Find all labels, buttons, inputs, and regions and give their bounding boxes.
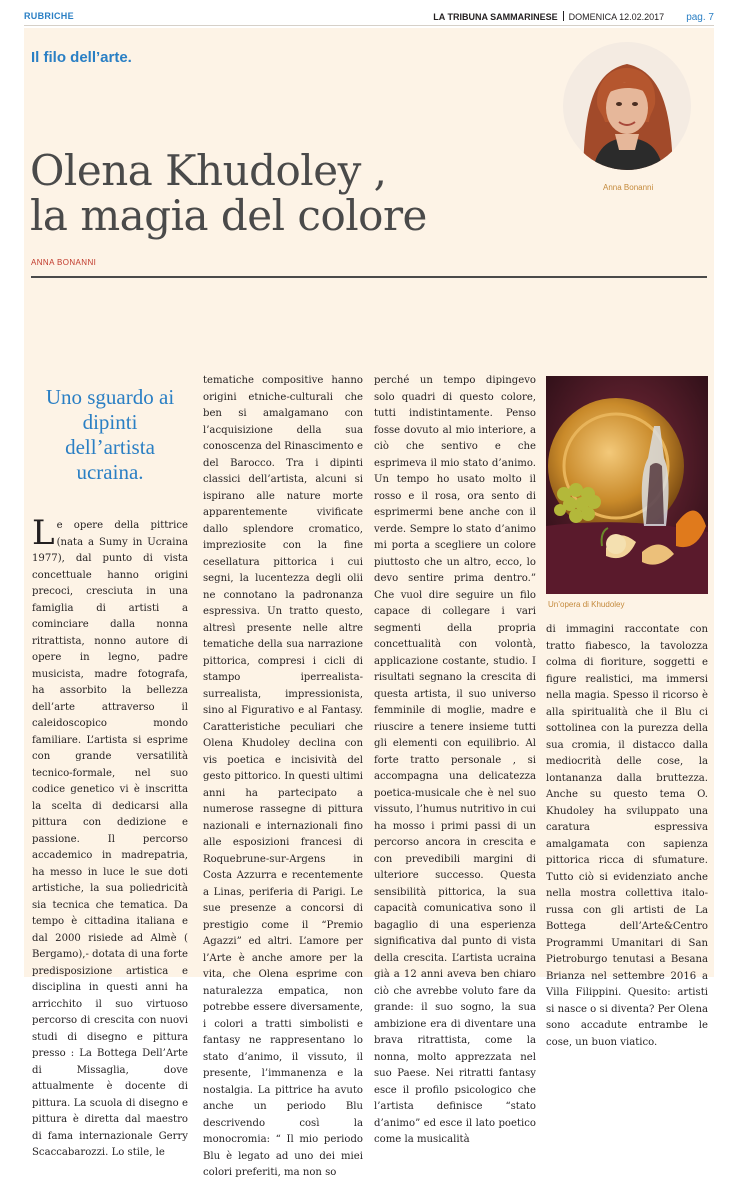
author-portrait [563,42,691,170]
header-divider [24,25,714,26]
column-1-text: e opere della pittrice (nata a Sumy in Ucraina 1977), dal punto di vista concettuale hanno origini precoci, cresciuta in una famiglia di artisti a cominciare dalla nonna ritrattista, nonno autore di opere in legno, padre musicista, madre fotografa, ha assorbito la bellezza dell’arte attraverso il caleidoscopico mondo familiare. L’artista si esprime con grande versatilità tecnico-formale, nel suo codice genetico vi è inscritta la scelta di dedicarsi alla pittura con dedizione e passione. Il percorso accademico in madrepatria, ha messo in luce le sue doti artistiche, la sua poliedricità sia tecnica che tematica. Da tempo è cittadina italiana e dal 2000 risiede ad Almè ( Bergamo),- dotata di una forte predisposizione artistica e disciplina in questi anni ha arricchito il suo virtuoso percorso di crescita con nuovi studi di disegno e pittura presso : La Bottega Dell’Arte di Missaglia, dove attualmente è docente di pittura. La scuola di disegno e pittura è diretta dal maestro di fama internazionale Gerry Scaccabarozzi. Lo stile, le [32,520,188,1158]
painting-image [546,376,708,594]
section-label: RUBRICHE [24,11,74,21]
article-column-2: tematiche compositive hanno origini etniche-culturali che ben si amalgamano con l’acquisizione della sua conoscenza del Rinascimento e del Barocco. Tra i dipinti classici dell’artista, alcuni si ispirano alle nature morte apparentemente vivificate dallo splendore cromatico, impreziosite con la fine cesellatura pittorica i cui segni, la lucentezza degli olii ne connotano la padronanza espressiva. Un tratto questo, altresì presente nelle altre tematiche della sua narrazione pittorica, compresi i cicli di stampo iperrealista-surrealista, impressionista, sino al Figurativo e al Fantasy. Caratteristiche peculiari che Olena Khudoley declina con vis poetica e incisività del gesto pittorico. In questi ultimi anni ha partecipato a numerose rassegne di pittura nazionali e internazionali fino alle esposizioni francesi di Roquebrune-sur-Argens in Costa Azzurra e recentemente a Linas, periferia di Parigi. Le sue presenze a concorsi di prestigio come il “Premio Agazzi” ed altri. L’amore per l’Arte è anche amore per la vita, che Olena esprime con naturalezza empatica, non potrebbe essere diversamente, i colori a tratti simbolisti e fantasy ne rappresentano lo stato d’animo, il vissuto, il presente, l’immanenza e la nostalgia. La pittrice ha avuto anche un periodo Blu descrivendo così la monocromia: “ Il mio periodo Blu è legato ad uno dei miei colori preferiti, ma non so [203,375,363,1178]
headline-line-2: la magia del colore [30,191,427,240]
headline [30,148,427,238]
article-column-1 [32,513,188,1162]
headline-rule [31,276,707,278]
portrait-caption: Anna Bonanni [603,183,654,192]
article-column-3: perché un tempo dipingevo solo quadri di questo colore, tutti indistintamente. Penso fosse dovuto al mio interiore, a ciò che sentivo e che esprimeva il mio stato d’animo. Un tempo ho usato molto il rosso e il rosa, ora sento di esprimermi bene anche con il verde. Sempre lo stato d’animo mi porta a scegliere un colore piuttosto che un altro, ecco, lo devo sentire prima dentro.” Che vuol dire seguire un filo capace di collegare i vari segmenti della propria concettualità con volontà, applicazione costante, studio. I risultati segnano la crescita di questa artista, il suo universo femminile di moglie, madre e riuscire a tenere insieme tutti gli elementi con equilibrio. Al forte tratto personale , si accompagna una delicatezza poetica-musicale che è nel suo vissuto, l’humus nutritivo in cui ha mosso i primi passi di un percorso ancora in crescita e con prevedibili margini di ulteriore successo. Questa sensibilità pittorica, la sua capacità comunicativa sono il bagaglio di una esperienza significativa dal punto di vista della crescita. L’artista ucraina già a 12 anni aveva ben chiaro ciò che avrebbe voluto fare da grande: il suo sogno, la sua ambizione era di diventare una brava ritrattista, come la nonna, molto apprezzata nel suo Paese. Nei ritratti fantasy esce il profilo psicologico che l’artista definisce “stato d’animo” ed esce il lato poetico come la musicalità [374,375,536,1145]
drop-cap: L [32,513,55,553]
rubric-title: Il filo dell’arte. [31,49,132,66]
article-column-4: di immagini raccontate con tratto fiabesco, la tavolozza colma di fioriture, soggetti e figure realistici, ma immersi nella magia. Spesso il ricorso è alla spiritualità che il Blu ci sottolinea con la purezza della sua cromia, il distacco dalla mediocrità delle cose, la lontananza dalla bruttezza. Anche su questo tema O. Khudoley ha sviluppato una caratura espressiva amalgamata con sapienza pittorica ricca di sfumature. Tutto ciò si evidenziato anche nella mostra collettiva italo-russa con gli artisti de La Bottega dell’Arte&Centro Programmi Umanitari di San Pietroburgo tenutasi a Besana Brianza nel settembre 2016 a Villa Filippini. Quesito: artisti si nasce o si diventa? Per Olena sono accadute entrambe le cose, un buon viatico. [546,624,708,1048]
byline: ANNA BONANNI [31,258,97,267]
headline-line-1: Olena Khudoley , [30,146,387,195]
issue-date: DOMENICA 12.02.2017 [568,12,665,22]
header-separator [563,11,564,21]
header-info [433,11,714,23]
newspaper-name: LA TRIBUNA SAMMARINESE [433,12,558,22]
page-number: pag. 7 [686,12,714,23]
subheadline: Uno sguardo ai dipinti dell’artista ucraina. [45,385,175,484]
painting-caption: Un’opera di Khudoley [548,600,625,609]
